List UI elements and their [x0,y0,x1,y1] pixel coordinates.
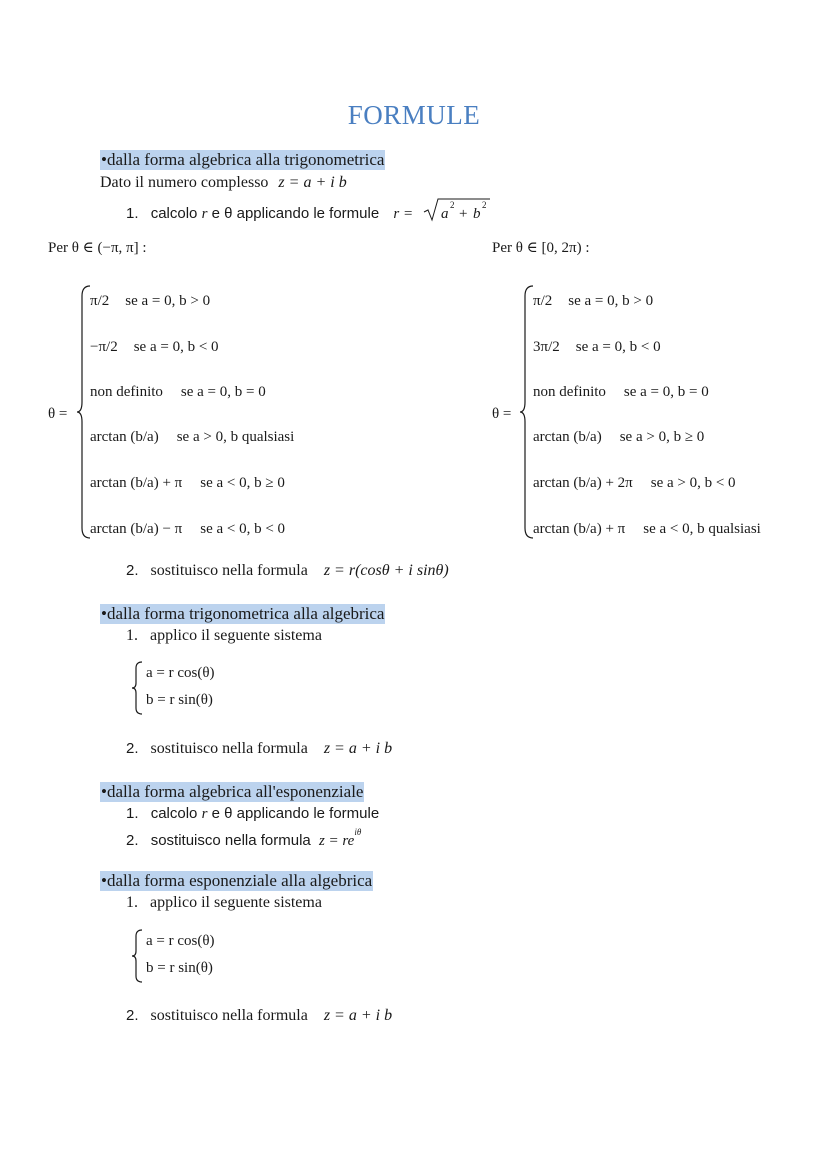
right-case-cond: se a > 0, b ≥ 0 [619,429,705,445]
left-case-cond: se a < 0, b < 0 [200,521,286,537]
step-number: 2. [126,1007,139,1024]
left-case-row [90,293,210,310]
step-number: 1. [126,894,138,911]
left-case-expr: π/2 [90,293,110,309]
s4-step1 [126,894,322,912]
left-case-cond: se a = 0, b > 0 [125,293,211,309]
step-text: sostituisco nella formula [150,832,311,849]
step-text: applico il seguente sistema [150,894,322,911]
left-case-expr: non definito [90,384,163,400]
step-number: 1. [126,805,139,822]
left-case-expr: arctan (b/a) − π [90,521,183,537]
step-text: sostituisco nella formula [150,562,308,579]
step-text: sostituisco nella formula [150,1007,308,1024]
right-case-row [533,475,736,492]
step-number: 2. [126,562,139,579]
s2-system-b: b = r sin(θ) [146,692,213,708]
right-case-expr: arctan (b/a) + 2π [533,475,633,491]
modulus-formula-lhs: r = [393,206,414,222]
step-text: calcolo [150,805,198,822]
right-theta-eq: θ = [492,406,512,422]
s2-step2 [126,740,392,758]
right-case-expr: arctan (b/a) [533,429,602,445]
section-heading-trig-to-algebric: •dalla forma trigonometrica alla algebrica [101,604,385,623]
left-case-cond: se a < 0, b ≥ 0 [200,475,285,491]
exp-formula: z = re [318,833,355,849]
svg-text:b: b [473,206,481,222]
step-text-mid: e θ applicando le formule [211,805,380,822]
svg-text:a: a [441,206,449,222]
right-case-expr: non definito [533,384,606,400]
right-case-expr: π/2 [533,293,553,309]
algebric-formula: z = a + i b [323,1007,393,1024]
s2-step1 [126,627,322,645]
right-case-cond: se a < 0, b qualsiasi [643,521,761,537]
algebric-formula: z = a + i b [323,740,393,757]
sqrt-formula [422,196,492,224]
right-case-expr: arctan (b/a) + π [533,521,626,537]
intro-text: Dato il numero complesso [100,174,269,191]
left-case-row [90,384,266,401]
right-case-cond: se a = 0, b > 0 [568,293,654,309]
right-case-row [533,521,761,538]
right-domain-header: Per θ ∈ [0, 2π) : [492,240,590,256]
left-theta-eq: θ = [48,406,68,422]
svg-text:+: + [459,206,468,222]
right-case-row [533,429,704,446]
right-case-row [533,293,653,310]
s2-system-brace [130,660,144,716]
r-symbol: r [201,806,208,822]
left-case-row [90,429,294,446]
s2-system-a: a = r cos(θ) [146,665,215,681]
left-case-row [90,475,285,492]
intro-formula: z = a + i b [278,174,347,191]
step-number: 1. [126,205,139,222]
s3-step1 [126,805,379,823]
intro-line [100,174,347,192]
svg-text:2: 2 [482,200,487,210]
step-number: 2. [126,740,139,757]
left-case-row [90,521,285,538]
s4-system-brace [130,928,144,984]
left-brace [76,284,92,540]
trig-formula: z = r(cosθ + i sinθ) [323,562,449,579]
right-case-cond: se a = 0, b = 0 [623,384,709,400]
s3-step2 [126,827,362,850]
right-case-row [533,339,661,356]
left-case-expr: arctan (b/a) + π [90,475,183,491]
s4-system-a: a = r cos(θ) [146,933,215,949]
right-case-expr: 3π/2 [533,339,560,355]
right-brace [519,284,535,540]
s1-step1 [126,205,413,223]
step-text-mid: e θ applicando le formule [211,205,380,222]
left-case-cond: se a = 0, b < 0 [133,339,219,355]
section-heading-algebric-to-trig: •dalla forma algebrica alla trigonometrica [101,150,385,169]
step-text: sostituisco nella formula [150,740,308,757]
left-case-cond: se a = 0, b = 0 [180,384,266,400]
step-text: applico il seguente sistema [150,627,322,644]
right-case-cond: se a = 0, b < 0 [575,339,661,355]
left-domain-header: Per θ ∈ (−π, π] : [48,240,147,256]
s4-system-b: b = r sin(θ) [146,960,213,976]
svg-text:2: 2 [450,200,455,210]
left-case-row [90,339,219,356]
right-case-row [533,384,709,401]
page-title: FORMULE [347,100,481,130]
r-symbol: r [201,206,208,222]
exp-exponent: iθ [354,827,362,837]
right-case-cond: se a > 0, b < 0 [650,475,736,491]
left-case-expr: arctan (b/a) [90,429,159,445]
left-case-cond: se a > 0, b qualsiasi [176,429,295,445]
s4-step2 [126,1007,392,1025]
section-heading-exp-to-algebric: •dalla forma esponenziale alla algebrica [101,871,373,890]
step-number: 2. [126,832,139,849]
step-text: calcolo [150,205,198,222]
section-heading-algebric-to-exp: •dalla forma algebrica all'esponenziale [101,782,364,801]
step-number: 1. [126,627,138,644]
left-case-expr: −π/2 [90,339,118,355]
s1-step2 [126,562,449,580]
